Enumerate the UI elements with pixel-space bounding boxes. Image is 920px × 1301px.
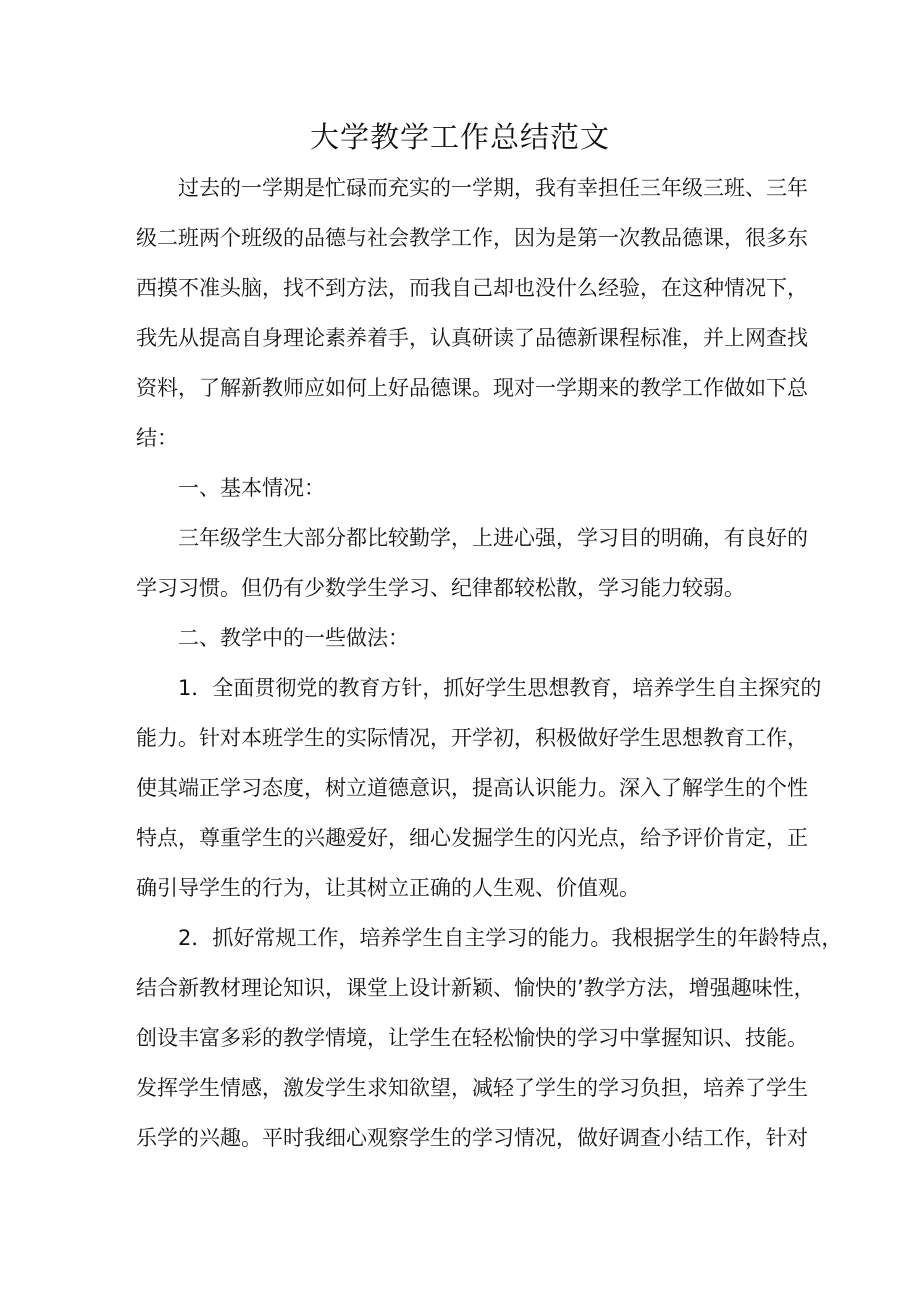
text-line: 我先从提高自身理论素养着手，认真研读了品德新课程标准，并上网查找 (136, 326, 808, 350)
text-line: 创设丰富多彩的教学情境，让学生在轻松愉快的学习中掌握知识、技能。 (136, 1026, 808, 1050)
text-line: 西摸不准头脑，找不到方法，而我自己却也没什么经验，在这种情况下， (136, 276, 808, 300)
text-line: 发挥学生情感，激发学生求知欲望，减轻了学生的学习负担，培养了学生 (136, 1076, 808, 1100)
text-line: 级二班两个班级的品德与社会教学工作，因为是第一次教品德课，很多东 (136, 226, 808, 250)
text-line: 三年级学生大部分都比较勤学，上进心强，学习目的明确，有良好的 (178, 526, 808, 550)
text-line: 2．抓好常规工作，培养学生自主学习的能力。我根据学生的年龄特点， (178, 926, 843, 950)
text-line: 结： (136, 426, 178, 450)
document-title: 大学教学工作总结范文 (309, 120, 610, 154)
text-line: 1．全面贯彻党的教育方针，抓好学生思想教育，培养学生自主探究的 (178, 676, 822, 700)
text-line: 学习习惯。但仍有少数学生学习、纪律都较松散，学习能力较弱。 (136, 576, 745, 600)
text-line: 资料，了解新教师应如何上好品德课。现对一学期来的教学工作做如下总 (136, 376, 808, 400)
section-heading: 一、基本情况： (178, 476, 325, 500)
text-line: 使其端正学习态度，树立道德意识，提高认识能力。深入了解学生的个性 (136, 776, 808, 800)
text-line: 结合新教材理论知识，课堂上设计新颖、愉快的’教学方法，增强趣味性， (136, 976, 815, 1000)
text-line: 过去的一学期是忙碌而充实的一学期，我有幸担任三年级三班、三年 (178, 176, 808, 200)
text-line: 乐学的兴趣。平时我细心观察学生的学习情况，做好调查小结工作，针对 (136, 1126, 808, 1150)
text-line: 确引导学生的行为，让其树立正确的人生观、价值观。 (136, 876, 640, 900)
text-line: 特点，尊重学生的兴趣爱好，细心发掘学生的闪光点，给予评价肯定，正 (136, 826, 808, 850)
section-heading: 二、教学中的一些做法： (178, 626, 409, 650)
text-line: 能力。针对本班学生的实际情况，开学初，积极做好学生思想教育工作， (136, 726, 808, 750)
